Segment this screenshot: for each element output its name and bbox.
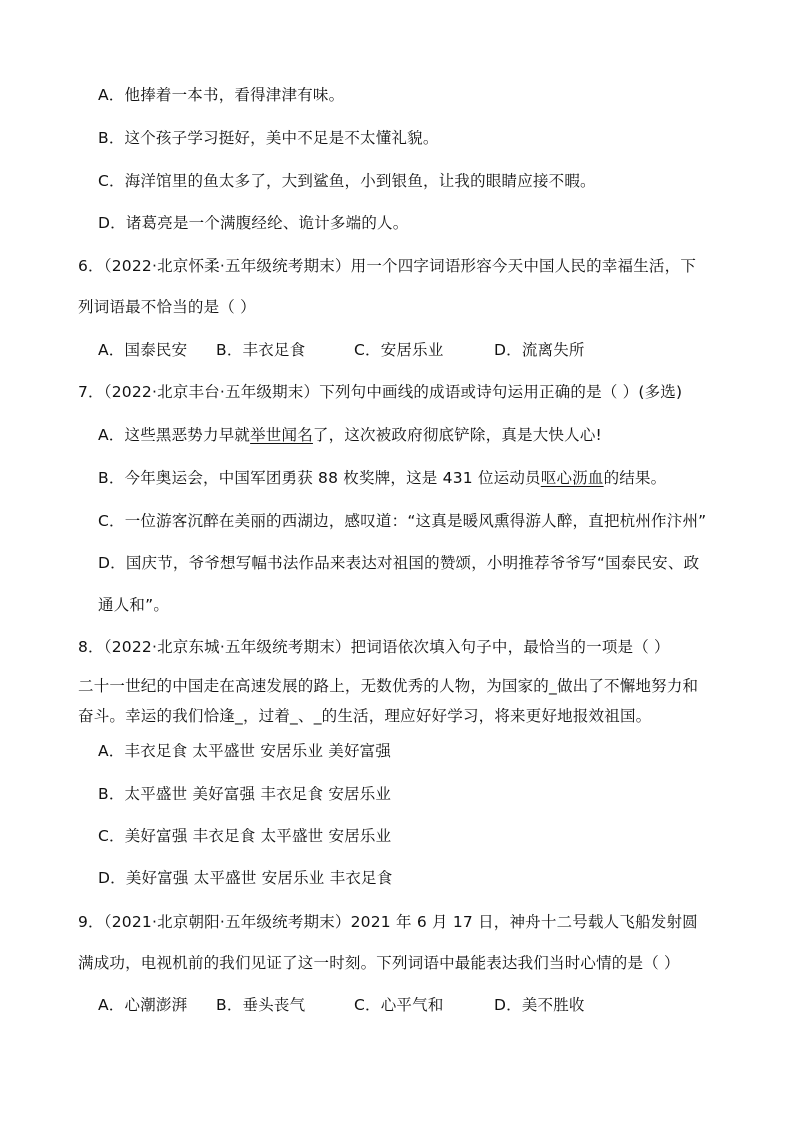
q7-option-d-line2: 通人和”。 [98,596,170,614]
q7-stem: 7．（2022·北京丰台·五年级期末）下列句中画线的成语或诗句运用正确的是（ ）(多选) [78,383,683,401]
q6-stem-line2: 列词语最不恰当的是（ ） [78,298,256,316]
q6-option-a: A．国泰民安 [98,341,188,359]
q9-option-b: B．垂头丧气 [216,996,306,1014]
q7-option-d-line1: D．国庆节，爷爷想写幅书法作品来表达对祖国的赞颂，小明推荐爷爷写“国泰民安、政 [98,554,700,572]
q9-stem-line2: 满成功，电视机前的我们见证了这一时刻。下列词语中最能表达我们当时心情的是（ ） [78,954,680,972]
q8-stem: 8．（2022·北京东城·五年级统考期末）把词语依次填入句子中，最恰当的一项是（ ） [78,638,670,656]
q6-options-row [98,340,585,360]
q7-option-a [98,425,602,445]
q6-option-d: D．流离失所 [494,341,585,359]
q7-option-b-text-after: 的结果。 [603,469,667,487]
q5-option-c: C．海洋馆里的鱼太多了，大到鲨鱼，小到银鱼，让我的眼睛应接不暇。 [98,172,596,190]
q6-option-c: C．安居乐业 [354,341,444,359]
q7-option-b-text-before: B．今年奥运会，中国军团勇获 88 枚奖牌，这是 431 位运动员 [98,469,541,487]
q8-option-a: A．丰衣足食 太平盛世 安居乐业 美好富强 [98,742,392,760]
q7-option-b [98,468,666,488]
q7-option-c: C．一位游客沉醉在美丽的西湖边，感叹道：“这真是暖风熏得游人醉，直把杭州作汴州” [98,512,707,530]
q5-option-b: B．这个孩子学习挺好，美中不足是不太懂礼貌。 [98,129,439,147]
q8-option-b: B．太平盛世 美好富强 丰衣足食 安居乐业 [98,785,392,803]
q8-option-c: C．美好富强 丰衣足食 太平盛世 安居乐业 [98,827,392,845]
q6-option-b: B．丰衣足食 [216,341,306,359]
q7-option-a-text-after: 了，这次被政府彻底铲除，真是大快人心! [312,426,602,444]
q8-passage-line1: 二十一世纪的中国走在高速发展的路上，无数优秀的人物，为国家的_做出了不懈地努力和 [78,677,699,695]
q9-option-c: C．心平气和 [354,996,444,1014]
q6-stem-line1: 6．（2022·北京怀柔·五年级统考期末）用一个四字词语形容今天中国人民的幸福生活，下 [78,257,697,275]
q9-option-a: A．心潮澎湃 [98,996,188,1014]
q5-option-a: A．他捧着一本书，看得津津有味。 [98,86,345,104]
q9-options-row [98,995,585,1015]
q8-passage-line2: 奋斗。幸运的我们恰逢_，过着_、_的生活，理应好好学习，将来更好地报效祖国。 [78,707,652,725]
q8-option-d: D．美好富强 太平盛世 安居乐业 丰衣足食 [98,869,393,887]
q7-option-b-underlined: 呕心沥血 [540,469,604,487]
q7-option-a-underlined: 举世闻名 [250,426,313,444]
q9-option-d: D．美不胜收 [494,996,585,1014]
q9-stem-line1: 9．（2021·北京朝阳·五年级统考期末）2021 年 6 月 17 日，神舟十二号载人飞船发射圆 [78,913,698,931]
q7-option-a-text-before: A．这些黑恶势力早就 [98,426,251,444]
q5-option-d: D．诸葛亮是一个满腹经纶、诡计多端的人。 [98,214,409,232]
